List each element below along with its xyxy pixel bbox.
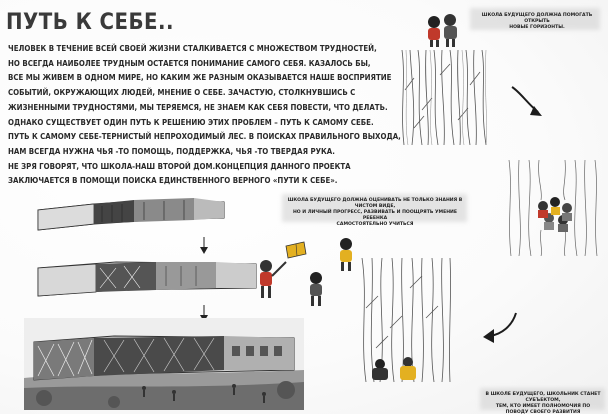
children-figures-top <box>422 12 466 48</box>
building-rendering-final <box>24 318 304 410</box>
text-line: НЕ ЗРЯ ГОВОРЯТ, ЧТО ШКОЛА-НАШ ВТОРОЙ ДОМ.КОНЦЕПЦИЯ ДАННОГО ПРОЕКТА <box>8 161 351 171</box>
building-sketch-stage-1 <box>34 194 229 240</box>
text-line: НАМ ВСЕГДА НУЖНА ЧЬЯ -ТО ПОМОЩЬ, ПОДДЕРЖКА, ЧЬЯ -ТО ТВЕРДАЯ РУКА. <box>8 146 335 156</box>
arrow-down-icon <box>198 236 210 256</box>
caption-new-horizons: ШКОЛА БУДУЩЕГО ДОЛЖНА ПОМОГАТЬ ОТКРЫТЬ НОВЫЕ ГОРИЗОНТЫ. <box>481 13 593 30</box>
text-line: СОБЫТИЙ, ОКРУЖАЮЩИХ ЛЮДЕЙ, МНЕНИЕ О СЕБЕ. ЗАЧАСТУЮ, СТОЛКНУВШИСЬ С <box>8 88 356 98</box>
building-sketch-stage-2 <box>36 254 261 304</box>
forest-panel-top <box>400 50 490 145</box>
forest-panel-bottom <box>360 258 452 382</box>
page-title: ПУТЬ К СЕБЕ.. <box>6 10 174 35</box>
curved-arrow-icon <box>508 84 548 120</box>
caption-student-subject: В ШКОЛЕ БУДУЩЕГО, ШКОЛЬНИК СТАНЕТ СУБЪЕКТОМ, ТЕМ, КТО ИМЕЕТ ПОЛНОМОЧИЯ ПО ПОВОДУ СВОЕГО РАЗВИТИЯ <box>485 392 601 414</box>
text-line: ЧЕЛОВЕК В ТЕЧЕНИЕ ВСЕЙ СВОЕЙ ЖИЗНИ СТАЛКИВАЕТСЯ С МНОЖЕСТВОМ ТРУДНОСТЕЙ, <box>8 44 377 53</box>
concept-description <box>8 42 403 189</box>
text-line: ЖИЗНЕННЫМИ ТРУДНОСТЯМИ, МЫ ТЕРЯЕМСЯ, НЕ ЗНАЕМ КАК СЕБЯ ПОВЕСТИ, ЧТО ДЕЛАТЬ. <box>8 102 388 112</box>
curved-arrow-icon <box>480 310 520 346</box>
text-line: ПУТЬ К САМОМУ СЕБЕ-ТЕРНИСТЫЙ НЕПРОХОДИМЫЙ ЛЕС. В ПОИСКАХ ПРАВИЛЬНОГО ВЫХОДА, <box>8 132 401 142</box>
text-line: НО ВСЕГДА НАИБОЛЕЕ ТРУДНЫМ ОСТАЕТСЯ ПОНИМАНИЕ САМОГО СЕБЯ. КАЗАЛОСЬ БЫ, <box>8 58 371 68</box>
children-with-book <box>256 238 366 308</box>
text-line: ВСЕ МЫ ЖИВЕМ В ОДНОМ МИРЕ, НО КАКИМ ЖЕ РАЗНЫМ ОКАЗЫВАЕТСЯ НАШЕ ВОСПРИЯТИЕ <box>8 73 392 83</box>
text-line: ЗАКЛЮЧАЕТСЯ В ПОМОЩИ ПОИСКА ЕДИНСТВЕННОГО ВЕРНОГО «ПУТИ К СЕБЕ». <box>8 176 338 186</box>
caption-personal-progress: ШКОЛА БУДУЩЕГО ДОЛЖНА ОЦЕНИВАТЬ НЕ ТОЛЬКО ЗНАНИЯ В ЧИСТОМ ВИДЕ, НО И ЛИЧНЫЙ ПРОГРЕСС, РАЗВИВАТЬ И ПООЩРЯТЬ УМЕНИЕ РЕБЕНКА САМОСТОЯТЕЛЬНО УЧИТЬСЯ <box>287 198 463 227</box>
forest-panel-middle <box>505 160 601 256</box>
text-line: ОДНАКО СУЩЕСТВУЕТ ОДИН ПУТЬ К РЕШЕНИЮ ЭТИХ ПРОБЛЕМ – ПУТЬ К САМОМУ СЕБЕ. <box>8 117 374 127</box>
